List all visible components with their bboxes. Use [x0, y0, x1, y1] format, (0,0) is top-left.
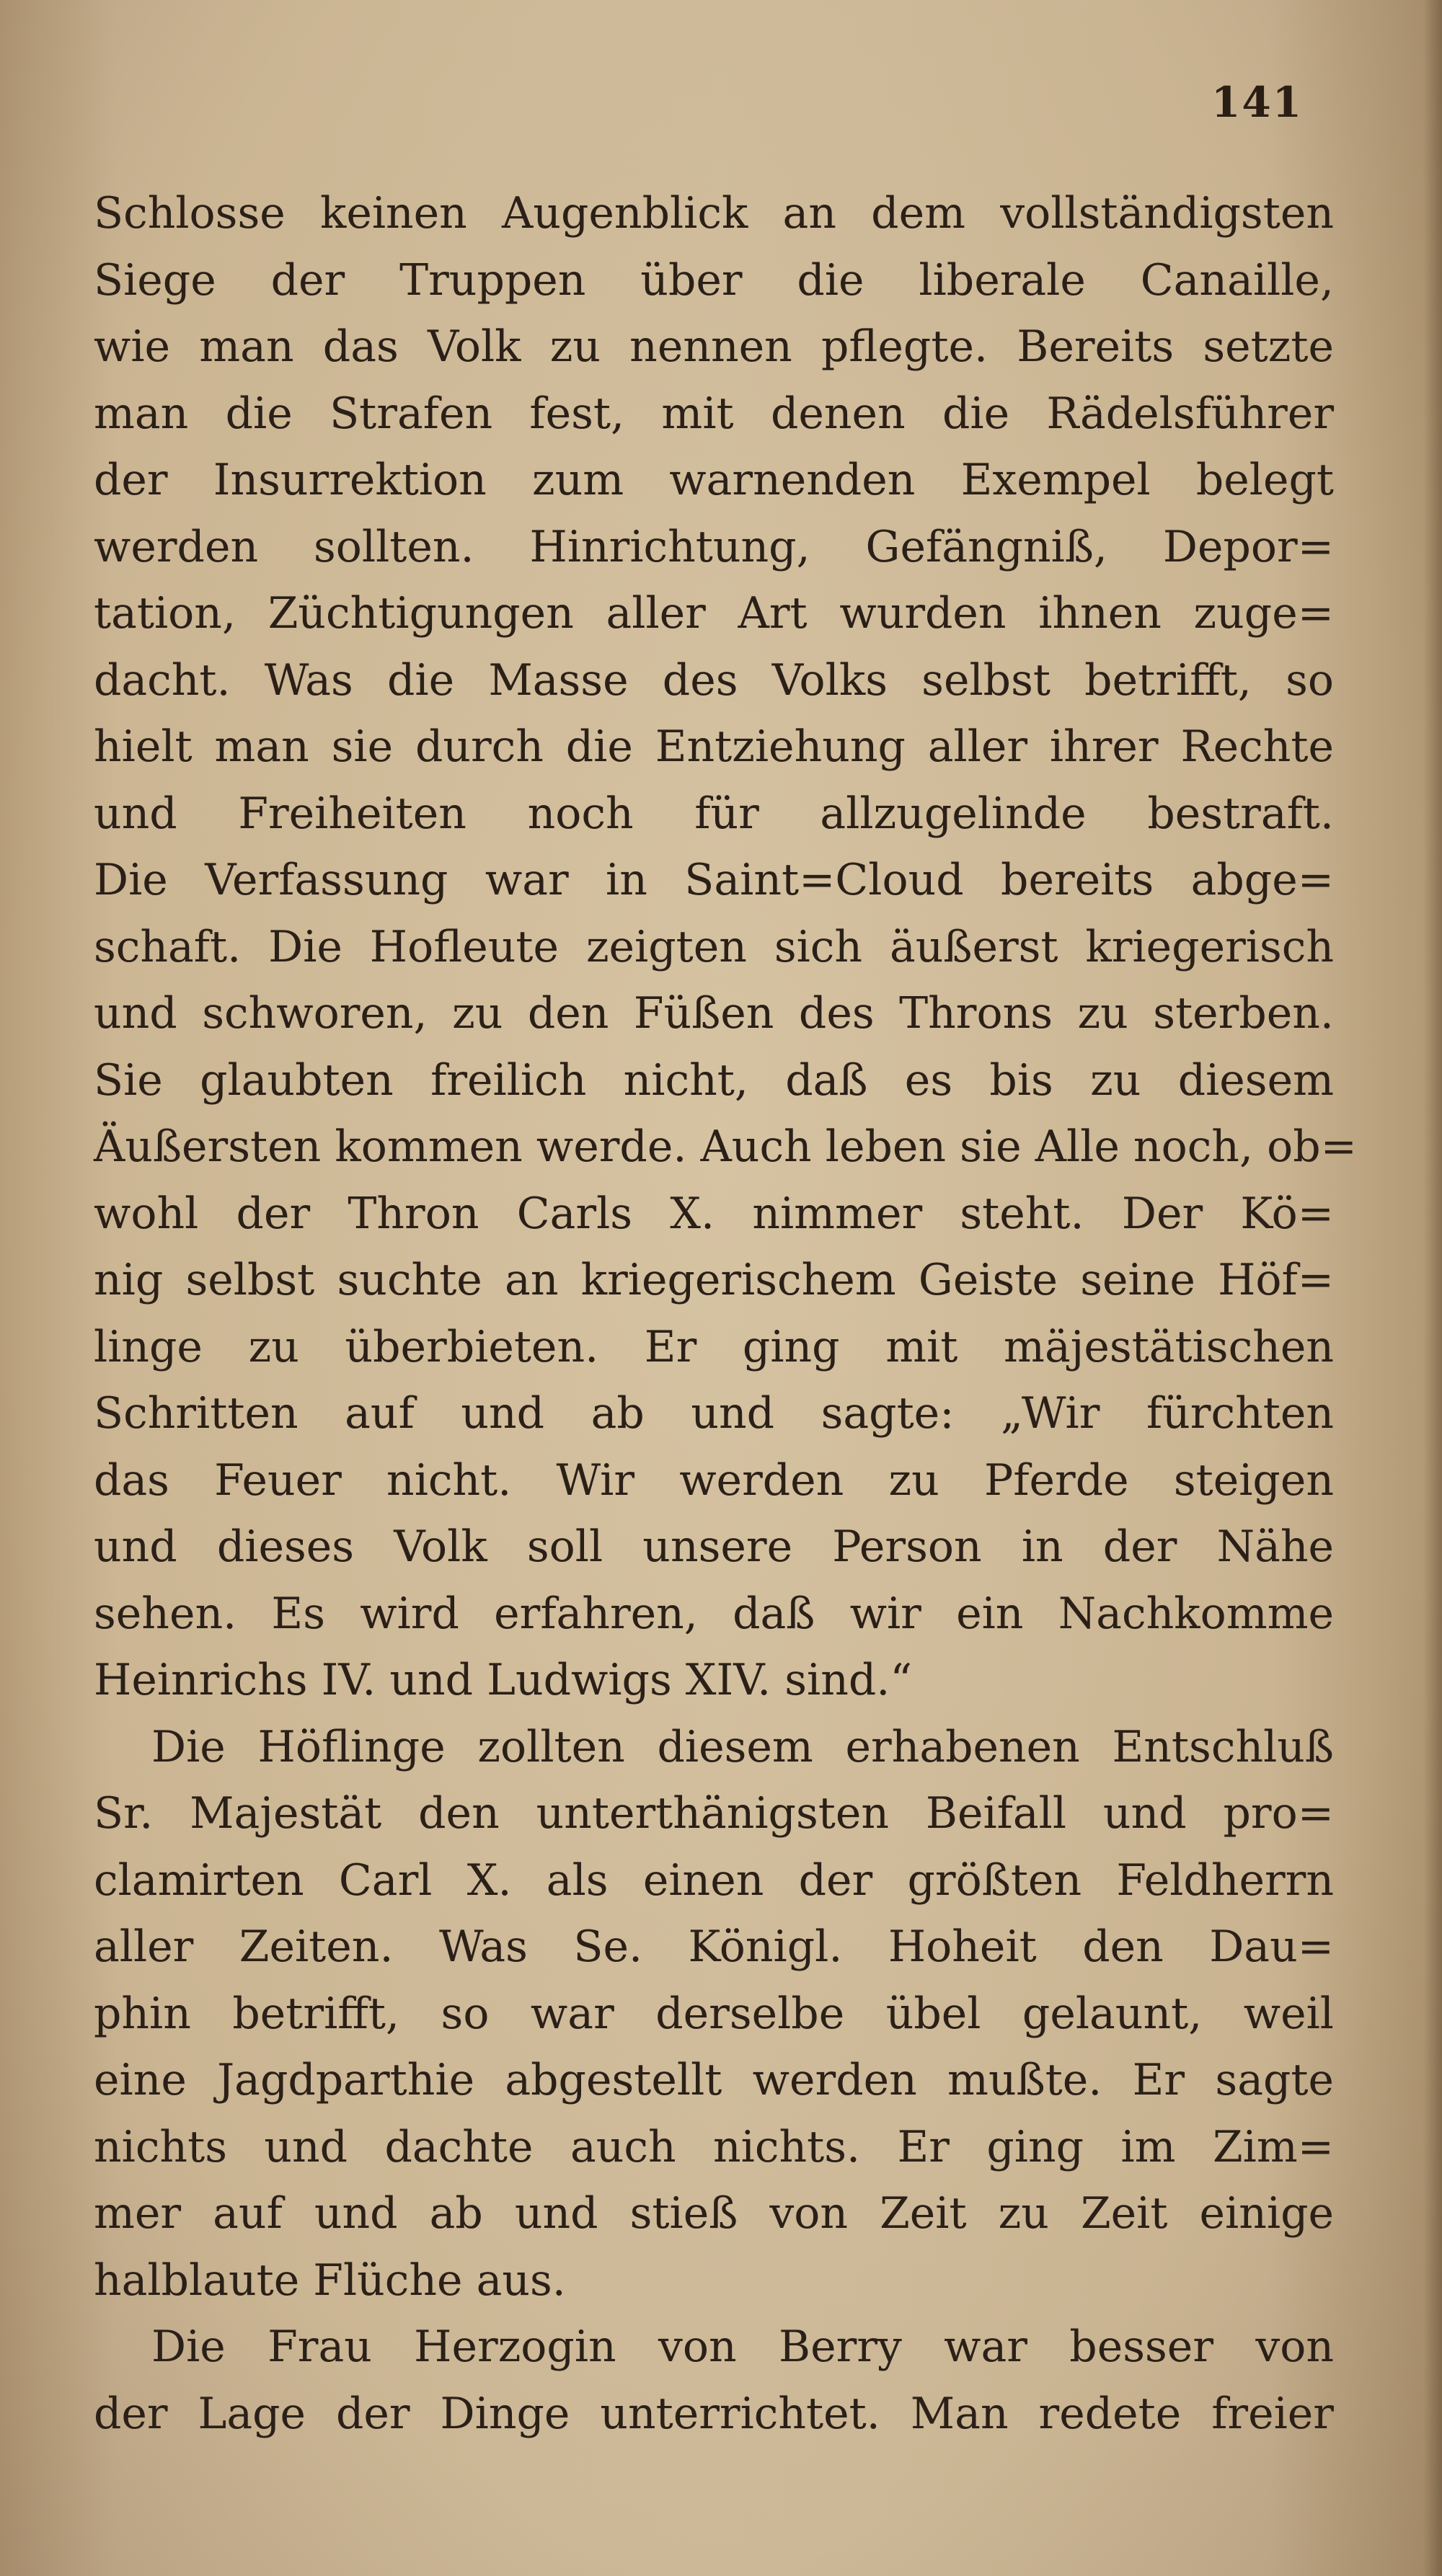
text-line: clamirten Carl X. als einen der größten Feldherrn: [94, 1855, 1334, 1906]
text-line: Schritten auf und ab und sagte: „Wir fürchten: [94, 1388, 1334, 1439]
text-line: Schlosse keinen Augenblick an dem vollständigsten: [94, 188, 1334, 239]
text-line: tation, Züchtigungen aller Art wurden ihnen zuge=: [94, 588, 1334, 639]
text-line: und dieses Volk soll unsere Person in der Nähe: [94, 1522, 1334, 1572]
text-line: der Insurrektion zum warnenden Exempel belegt: [94, 455, 1334, 505]
text-line: Heinrichs IV. und Ludwigs XIV. sind.“: [94, 1655, 912, 1705]
text-line: wohl der Thron Carls X. nimmer steht. Der Kö=: [94, 1188, 1334, 1239]
text-line: Sr. Majestät den unterthänigsten Beifall und pro=: [94, 1788, 1334, 1839]
text-line: mer auf und ab und stieß von Zeit zu Zeit einige: [94, 2188, 1334, 2239]
text-line: und schworen, zu den Füßen des Throns zu sterben.: [94, 988, 1334, 1039]
text-line: nichts und dachte auch nichts. Er ging im Zim=: [94, 2121, 1334, 2172]
text-line: Die Verfassung war in Saint=Cloud bereits abge=: [94, 855, 1334, 905]
text-line: Sie glaubten freilich nicht, daß es bis zu diesem: [94, 1054, 1334, 1106]
text-line: linge zu überbieten. Er ging mit mäjestätischen: [94, 1321, 1334, 1372]
text-line: nig selbst suchte an kriegerischem Geiste seine Höf=: [94, 1255, 1334, 1305]
text-line: dacht. Was die Masse des Volks selbst betrifft, so: [94, 654, 1334, 706]
body-text: [94, 180, 1357, 2447]
text-line: sehen. Es wird erfahren, daß wir ein Nachkomme: [94, 1588, 1334, 1639]
text-line: Siege der Truppen über die liberale Canaille,: [94, 254, 1334, 306]
text-line: werden sollten. Hinrichtung, Gefängniß, Depor=: [94, 521, 1334, 572]
text-line: und Freiheiten noch für allzugelinde bestraft.: [94, 788, 1334, 839]
paragraph-start-line: Die Frau Herzogin von Berry war besser von: [151, 2322, 1334, 2372]
text-line: das Feuer nicht. Wir werden zu Pferde steigen: [94, 1454, 1334, 1506]
text-line: schaft. Die Hofleute zeigten sich äußerst kriegerisch: [94, 921, 1334, 972]
text-line: phin betrifft, so war derselbe übel gelaunt, weil: [94, 1988, 1334, 2039]
text-line: wie man das Volk zu nennen pflegte. Bereits setzte: [94, 321, 1334, 372]
text-line: hielt man sie durch die Entziehung aller ihrer Rechte: [94, 721, 1334, 772]
text-line: man die Strafen fest, mit denen die Rädelsführer: [94, 388, 1334, 439]
page-number: 141: [1211, 78, 1304, 127]
text-line: der Lage der Dinge unterrichtet. Man redete freier: [94, 2388, 1334, 2439]
paragraph-start-line: Die Höflinge zollten diesem erhabenen Entschluß: [151, 1721, 1334, 1772]
text-line: Äußersten kommen werde. Auch leben sie Alle noch, ob=: [94, 1122, 1357, 1172]
text-line: eine Jagdparthie abgestellt werden mußte. Er sagte: [94, 2055, 1334, 2105]
page-gutter-shadow: [1423, 0, 1442, 2576]
text-line: aller Zeiten. Was Se. Königl. Hoheit den Dau=: [94, 1922, 1334, 1972]
text-line: halblaute Flüche aus.: [94, 2255, 566, 2306]
